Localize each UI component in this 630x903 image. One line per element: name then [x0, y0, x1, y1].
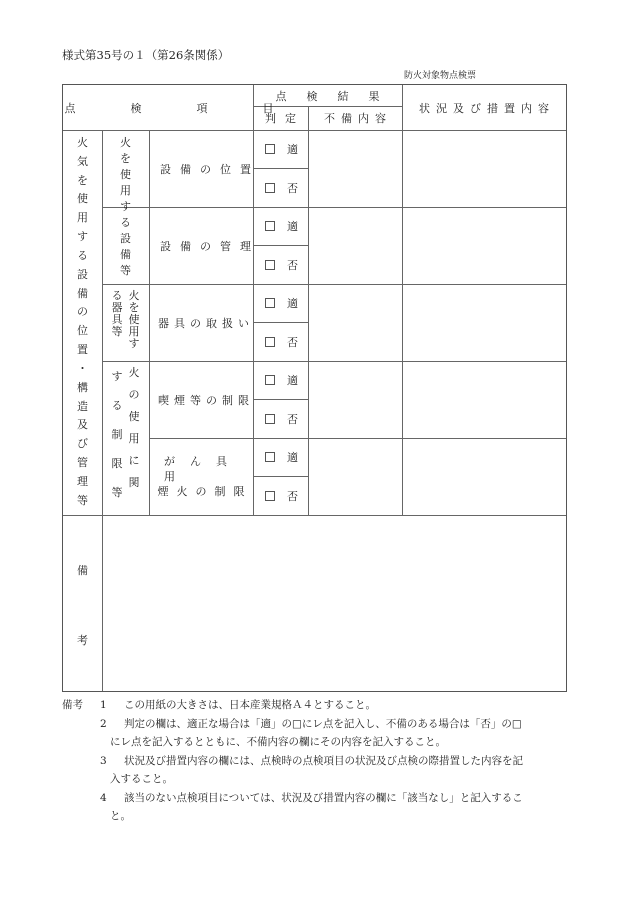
vertical-char: 備: [77, 286, 88, 300]
item-toy-fireworks-restriction: [149, 438, 253, 515]
deficiency-field[interactable]: [309, 439, 402, 515]
note-text: 判定の欄は、適正な場合は「適」の□にレ点を記入し、不備のある場合は「否」の□: [124, 717, 522, 730]
vertical-char: 使: [120, 168, 131, 181]
vertical-char: を: [120, 152, 131, 165]
note-number: 1: [100, 699, 107, 711]
checkbox-icon[interactable]: [265, 375, 275, 385]
judge-ng-label: 否: [287, 181, 298, 195]
checkbox-icon[interactable]: [265, 260, 275, 270]
note-number: 2: [100, 717, 107, 730]
note-item: [62, 715, 572, 734]
judge-ok-checkbox[interactable]: [265, 207, 298, 245]
vertical-char: ・: [77, 361, 88, 375]
inspection-table: [62, 84, 567, 692]
vertical-char: を: [77, 173, 88, 187]
group-label-fire-use-restriction-col1: [127, 367, 141, 488]
note-item: [62, 789, 572, 808]
note-text-continued: 入すること。: [110, 773, 173, 785]
judge-ok-label: 適: [287, 143, 298, 156]
vertical-char: す: [77, 230, 88, 244]
judge-ok-checkbox[interactable]: [265, 130, 298, 168]
group-label-fire-equipment: [102, 137, 149, 277]
checkbox-icon[interactable]: [265, 452, 275, 462]
header-judgment: 判定: [265, 112, 305, 125]
judge-ng-checkbox[interactable]: [265, 399, 298, 438]
vertical-char: る: [111, 289, 123, 302]
vertical-char: 等: [120, 264, 131, 277]
item-equipment-management: 設備の管理: [160, 239, 260, 253]
vertical-char: 等: [111, 486, 123, 499]
vertical-char: び: [77, 437, 88, 451]
judge-ng-checkbox[interactable]: [265, 245, 298, 284]
judge-ok-label: 適: [287, 374, 298, 387]
note-text: この用紙の大きさは、日本産業規格Ａ４とすること。: [124, 699, 376, 711]
checkbox-icon[interactable]: [265, 337, 275, 347]
vertical-char: 関: [128, 476, 140, 489]
checkbox-icon[interactable]: [265, 144, 275, 154]
remarks-label-char2: 考: [77, 634, 88, 647]
judge-ng-label: 否: [287, 335, 298, 349]
judge-ng-checkbox[interactable]: [265, 322, 298, 361]
header-deficiency: 不備内容: [324, 112, 392, 125]
item-appliance-handling: 器具の取扱い: [158, 316, 254, 330]
vertical-char: 具: [111, 313, 123, 326]
remarks-field[interactable]: [103, 516, 566, 691]
category-label: [63, 137, 102, 507]
item-toy-fireworks-line1: がん具用: [164, 455, 242, 483]
remarks-label: [63, 516, 102, 691]
status-action-field[interactable]: [403, 285, 566, 361]
note-item: [62, 752, 572, 771]
vertical-char: 使: [128, 313, 140, 326]
vertical-char: 火: [120, 136, 131, 149]
vertical-char: 置: [77, 343, 88, 357]
vertical-char: 設: [77, 267, 88, 281]
item-smoking-restriction: 喫煙等の制限: [158, 393, 254, 407]
status-action-field[interactable]: [403, 362, 566, 438]
vertical-char: 管: [77, 456, 88, 470]
vertical-char: に: [128, 454, 140, 467]
note-number: 4: [100, 791, 107, 804]
vertical-char: 用: [128, 325, 140, 338]
vertical-char: 造: [77, 399, 88, 413]
vertical-char: 使: [77, 192, 88, 206]
vertical-char: 気: [77, 154, 88, 168]
vertical-char: 制: [111, 428, 123, 441]
vertical-char: 器: [111, 301, 123, 314]
vertical-char: 火: [128, 289, 140, 302]
judge-ok-label: 適: [287, 297, 298, 310]
note-text: 該当のない点検項目については、状況及び措置内容の欄に「該当なし」と記入するこ: [124, 791, 523, 804]
vertical-char: 火: [128, 366, 140, 379]
notes-section: [62, 696, 572, 826]
judge-ok-label: 適: [287, 451, 298, 464]
note-text-continued: にレ点を記入するとともに、不備内容の欄にその内容を記入すること。: [110, 736, 446, 748]
notes-label: 備考: [62, 699, 83, 711]
vertical-char: 用: [128, 432, 140, 445]
group-label-fire-appliances-col2: [110, 290, 124, 337]
form-number: 様式第35号の１（第26条関係）: [62, 48, 230, 62]
vertical-char: る: [120, 216, 131, 229]
status-action-field[interactable]: [403, 439, 566, 515]
vertical-char: す: [128, 337, 140, 350]
checkbox-icon[interactable]: [265, 414, 275, 424]
vertical-char: の: [77, 305, 88, 319]
vertical-char: る: [77, 248, 88, 262]
judge-ng-checkbox[interactable]: [265, 476, 298, 515]
note-number: 3: [100, 754, 107, 767]
vertical-char: 火: [77, 136, 88, 149]
judge-ng-checkbox[interactable]: [265, 168, 298, 207]
vertical-char: 設: [120, 232, 131, 245]
vertical-char: る: [111, 399, 123, 412]
status-action-field[interactable]: [403, 208, 566, 284]
deficiency-field[interactable]: [309, 285, 402, 361]
judge-ok-checkbox[interactable]: [265, 361, 298, 399]
vertical-char: の: [128, 388, 140, 401]
deficiency-field[interactable]: [309, 131, 402, 207]
item-equipment-location: 設備の位置: [160, 162, 260, 176]
note-text: 状況及び措置内容の欄には、点検時の点検項目の状況及び点検の際措置した内容を記: [124, 754, 523, 767]
vertical-char: 限: [111, 457, 123, 470]
vertical-char: 位: [77, 324, 88, 338]
checkbox-icon[interactable]: [265, 491, 275, 501]
vertical-char: 理: [77, 474, 88, 488]
note-text-continued: と。: [110, 810, 131, 822]
judge-ng-label: 否: [287, 489, 298, 503]
deficiency-field[interactable]: [309, 208, 402, 284]
vertical-char: 使: [128, 410, 140, 423]
judge-ok-label: 適: [287, 220, 298, 233]
judge-ok-checkbox[interactable]: [265, 284, 298, 322]
checkbox-icon[interactable]: [265, 298, 275, 308]
status-action-field[interactable]: [403, 131, 566, 207]
vertical-char: 備: [120, 248, 131, 261]
note-item: [62, 696, 572, 715]
group-label-fire-use-restriction-col2: [110, 371, 124, 498]
header-inspection-result: 点検結果: [275, 89, 400, 103]
header-status-action: 状況及び措置内容: [419, 101, 555, 115]
judge-ng-label: 否: [287, 412, 298, 426]
deficiency-field[interactable]: [309, 362, 402, 438]
item-toy-fireworks-line2: 煙火の制限: [157, 485, 253, 498]
judge-ok-checkbox[interactable]: [265, 438, 298, 476]
group-label-fire-appliances-col1: [127, 290, 141, 349]
vertical-char: 用: [120, 184, 131, 197]
vertical-char: 用: [77, 211, 88, 225]
checkbox-icon[interactable]: [265, 221, 275, 231]
vertical-char: 等: [77, 493, 88, 507]
judge-ng-label: 否: [287, 258, 298, 272]
vertical-char: 構: [77, 380, 88, 394]
document-title: 防火対象物点検票: [404, 71, 477, 81]
vertical-char: を: [128, 301, 140, 314]
header-inspection-item: 点 検 項 目: [64, 101, 296, 115]
vertical-char: 及: [77, 418, 88, 432]
vertical-char: す: [111, 370, 123, 383]
checkbox-icon[interactable]: [265, 183, 275, 193]
vertical-char: 等: [111, 325, 123, 338]
vertical-char: す: [120, 200, 131, 213]
remarks-label-char1: 備: [77, 564, 88, 577]
